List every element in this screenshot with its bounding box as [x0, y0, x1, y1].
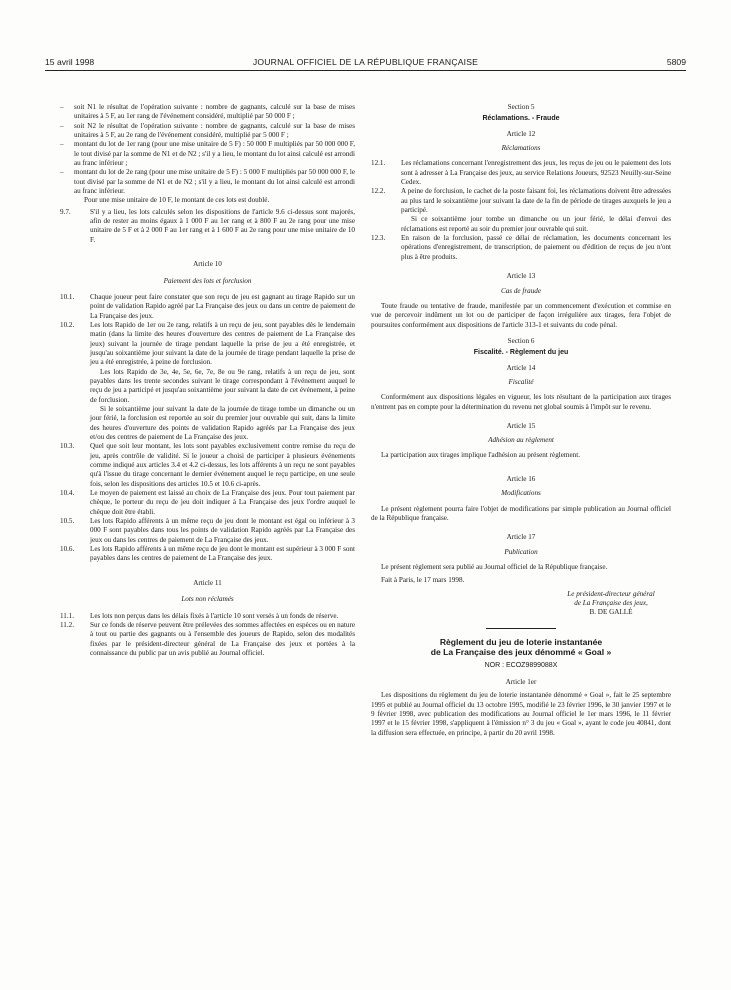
article-14-text: Conformément aux dispositions légales en vigueur, les lots résultant de la participation aux tirages n'entrent pas en compte pour la détermination du revenu net global soumis à l'impôt sur le revenu. [371, 393, 671, 411]
goal-title-line-1: Règlement du jeu de loterie instantanée [439, 636, 603, 647]
article-10-4: 10.4. Le moyen de paiement est laissé au choix de La Française des jeux. Pour tout paiement par chèque, le porteur du reçu de jeu doit indiquer à La Française des jeux l'ordre auquel le chèque doit être établi. [60, 489, 355, 516]
article-11-heading: Article 11 [193, 578, 222, 587]
article-10-2: 10.2. Les lots Rapido de 1er ou 2e rang, relatifs à un reçu de jeu, sont payables dès le lendemain matin (dans la limite des heures d'ouverture des centres de paiement de La Française des jeux) suivant la journée de tirage pendant laquelle la prise de jeu a été enregistrée, et jusqu'au soixantième jour suivant la date de la journée de tirage pendant laquelle la prise de jeu a été enregistrée, à peine de forclusion. [60, 320, 355, 367]
signature-name: B. DE GALLÉ [589, 608, 633, 617]
article-16-title: Modifications [501, 489, 541, 498]
separator-rule [486, 628, 556, 629]
para-10f: Pour une mise unitaire de 10 F, le montant de ces lots est doublé. [84, 196, 270, 205]
article-12-2: 12.2. A peine de forclusion, le cachet de la poste faisant foi, les réclamations doivent être adressées au plus tard le soixantième jour suivant la date de la fin de période de tirages auxquels le jeu a participé. [371, 187, 671, 215]
article-15-text: La participation aux tirages implique l'adhésion au présent règlement. [381, 450, 580, 459]
article-10-6: 10.6. Les lots Rapido afférents à un même reçu de jeu dont le montant est supérieur à 3 000 F sont payables dans les centres de paiement de La Française des jeux. [60, 545, 355, 563]
article-15-title: Adhésion au règlement [488, 436, 554, 445]
article-12-title: Réclamations [501, 144, 541, 153]
section-6-heading: Section 6 [507, 336, 535, 345]
article-12-3: 12.3. En raison de la forclusion, passé ce délai de réclamation, les documents concernant les opérations d'enregistrement, de transcription, de paiement ou d'édition de reçus de jeu n'ont plus à être produits. [371, 234, 671, 261]
article-11-2: 11.2. Sur ce fonds de réserve peuvent être prélevées des sommes affectées en espèces ou en nature à tout ou partie des gagnants ou à l'ensemble des joueurs de Rapido, selon des modalités fixées par le président-directeur général de La Française des jeux et portées à la connaissance du public par un avis publié au Journal officiel. [60, 620, 355, 657]
nor-reference: NOR : ECOZ9899088X [484, 661, 558, 669]
signature-org: de La Française des jeux, [574, 599, 648, 608]
article-12-2-b: Si ce soixantième jour tombe un dimanche ou un jour férié, le délai d'envoi des réclamations est reporté au soir du premier jour ouvrable qui suit. [401, 215, 671, 233]
article-12-1: 12.1. Les réclamations concernant l'enregistrement des jeux, les reçus de jeu ou le paiement des lots sont à adresser à La Française des jeux, au service Relations Joueurs, 92523 Neuilly-sur-Seine Cedex. [371, 159, 671, 187]
header-date: 15 avril 1998 [45, 57, 95, 67]
article-11-title: Lots non réclamés [181, 595, 234, 604]
article-10-3: 10.3. Quel que soit leur montant, les lots sont payables exclusivement contre remise du reçu de jeu, après contrôle de validité. Si le joueur a choisi de participer à plusieurs événements comme indiqué aux articles 3.4 et 4.2 ci-dessus, les lots afférents à un reçu ne sont payables qu'à l'issue du tirage concernant le dernier événement auquel le reçu participe, en une seule fois, selon les dispositions des articles 10.5 et 10.6 ci-après. [60, 442, 355, 488]
article-10-title: Paiement des lots et forclusion [163, 276, 252, 285]
article-17-title: Publication [504, 547, 538, 556]
article-13-title: Cas de fraude [500, 286, 542, 295]
article-1-text: Les dispositions du règlement du jeu de loterie instantanée dénommé « Goal », fait le 25 septembre 1995 et publié au Journal officiel du 13 octobre 1995, modifié le 23 février 1996, le 30 janvier 1997 et le 9 février 1998, avec publication des modifications au Journal officiel le 1er mars 1996, le 11 février 1997 et le 15 février 1998, s'appliquent à l'émission n° 3 du jeu « Goal », ayant le code jeu 40841, dont la diffusion sera effectuée, en principe, à partir du 20 avril 1998. [371, 691, 671, 737]
article-11-1: 11.1. Les lots non perçus dans les délais fixés à l'article 10 sont versés à un fonds de réserve. [60, 611, 339, 620]
article-1-heading: Article 1er [505, 678, 537, 687]
section-5-heading: Section 5 [507, 103, 535, 111]
bullet-lot-1: – montant du lot de 1er rang (pour une mise unitaire de 5 F) : 50 000 F multipliés par 50 000 000 F, le tout divisé par la somme de N1 et de N2 ; s'il y a lieu, le montant du lot ainsi calculé est arrondi au franc inférieur ; [60, 140, 355, 168]
header-title: JOURNAL OFFICIEL DE LA RÉPUBLIQUE FRANÇAISE [252, 57, 479, 67]
article-10-2-c: Si le soixantième jour suivant la date de la journée de tirage tombe un dimanche ou un jour férié, la forclusion est reportée au soir du premier jour ouvrable qui suit, dans la limite des heures d'ouverture des points de validation Rapido agréés par La Française des jeux et/ou des centres de paiement de La Française des jeux. [90, 404, 355, 441]
article-10-5: 10.5. Les lots Rapido afférents à un même reçu de jeu dont le montant est égal ou inférieur à 3 000 F sont payables dans tous les points de validation Rapido agréés par La Française des jeux ou dans les centres de paiement de La Française des jeux. [60, 517, 355, 544]
section-5-title: Réclamations. - Fraude [482, 115, 560, 123]
article-10-2-b: Les lots Rapido de 3e, 4e, 5e, 6e, 7e, 8e ou 9e rang, relatifs à un reçu de jeu, sont payables dans les trente secondes suivant le tirage correspondant à l'événement auquel le reçu de jeu a participé et jusqu'au soixantième jour suivant la date de cet événement, à peine de forclusion. [90, 367, 355, 404]
bullet-n2: – soit N2 le résultat de l'opération suivante : nombre de gagnants, calculé sur la base de mises unitaires à 5 F, au 2e rang de l'événement considéré, multiplié par 5 000 F ; [60, 121, 355, 140]
article-14-heading: Article 14 [506, 363, 536, 372]
article-17-heading: Article 17 [506, 533, 536, 542]
article-14-title: Fiscalité [508, 377, 534, 386]
page-header [45, 57, 686, 71]
article-10-heading: Article 10 [193, 260, 222, 269]
article-15-heading: Article 15 [506, 421, 536, 430]
header-page-number: 5809 [666, 57, 686, 67]
goal-title-line-2: de La Française des jeux dénommé « Goal » [430, 647, 612, 658]
article-17-text: Le présent règlement sera publié au Journal officiel de la République française. [381, 563, 608, 572]
header-rule [45, 70, 686, 71]
article-13-text: Toute fraude ou tentative de fraude, manifestée par un commencement d'exécution et commise en vue de percevoir indûment un lot ou de participer de façon irrégulière aux tirages, fera l'objet de poursuites conformément aux dispositions de l'article 313-1 et suivants du code pénal. [371, 301, 671, 329]
signature-title: Le président-directeur général [567, 589, 655, 598]
article-16-text: Le présent règlement pourra faire l'objet de modifications par simple publication au Journal officiel de la République française. [371, 504, 671, 522]
article-12-heading: Article 12 [506, 129, 536, 138]
bullet-n1: – soit N1 le résultat de l'opération suivante : nombre de gagnants, calculé sur la base de mises unitaires à 5 F, au 1er rang de l'événement considéré, multiplié par 50 000 F ; [60, 103, 355, 121]
article-13-heading: Article 13 [506, 272, 536, 281]
bullet-lot-2: – montant du lot de 2e rang (pour une mise unitaire de 5 F) : 5 000 F multipliés par 50 000 000 F, le tout divisé par la somme de N1 et de N2 ; s'il y a lieu, le montant du lot ainsi calculé est arrondi au franc inférieur. [60, 168, 355, 196]
right-column [371, 103, 671, 738]
left-column [60, 103, 355, 658]
article-16-heading: Article 16 [506, 474, 536, 483]
article-9-7: 9.7. S'il y a lieu, les lots calculés selon les dispositions de l'article 9.6 ci-dessus sont majorés, afin de rester au moins égaux à 1 000 F au 1er rang et à 800 F au 2e rang pour une mise unitaire de 5 F et à 2 000 F au 1er rang et à 1 600 F au 2e rang pour une mise unitaire de 10 F. [60, 207, 355, 244]
section-6-title: Fiscalité. - Règlement du jeu [473, 349, 569, 357]
fait-a-paris: Fait à Paris, le 17 mars 1998. [381, 576, 465, 585]
article-10-1: 10.1. Chaque joueur peut faire constater que son reçu de jeu est gagnant au tirage Rapido sur un point de validation Rapido agréé par La Française des jeux ou dans un centre de paiement de La Française des jeux. [60, 292, 355, 320]
